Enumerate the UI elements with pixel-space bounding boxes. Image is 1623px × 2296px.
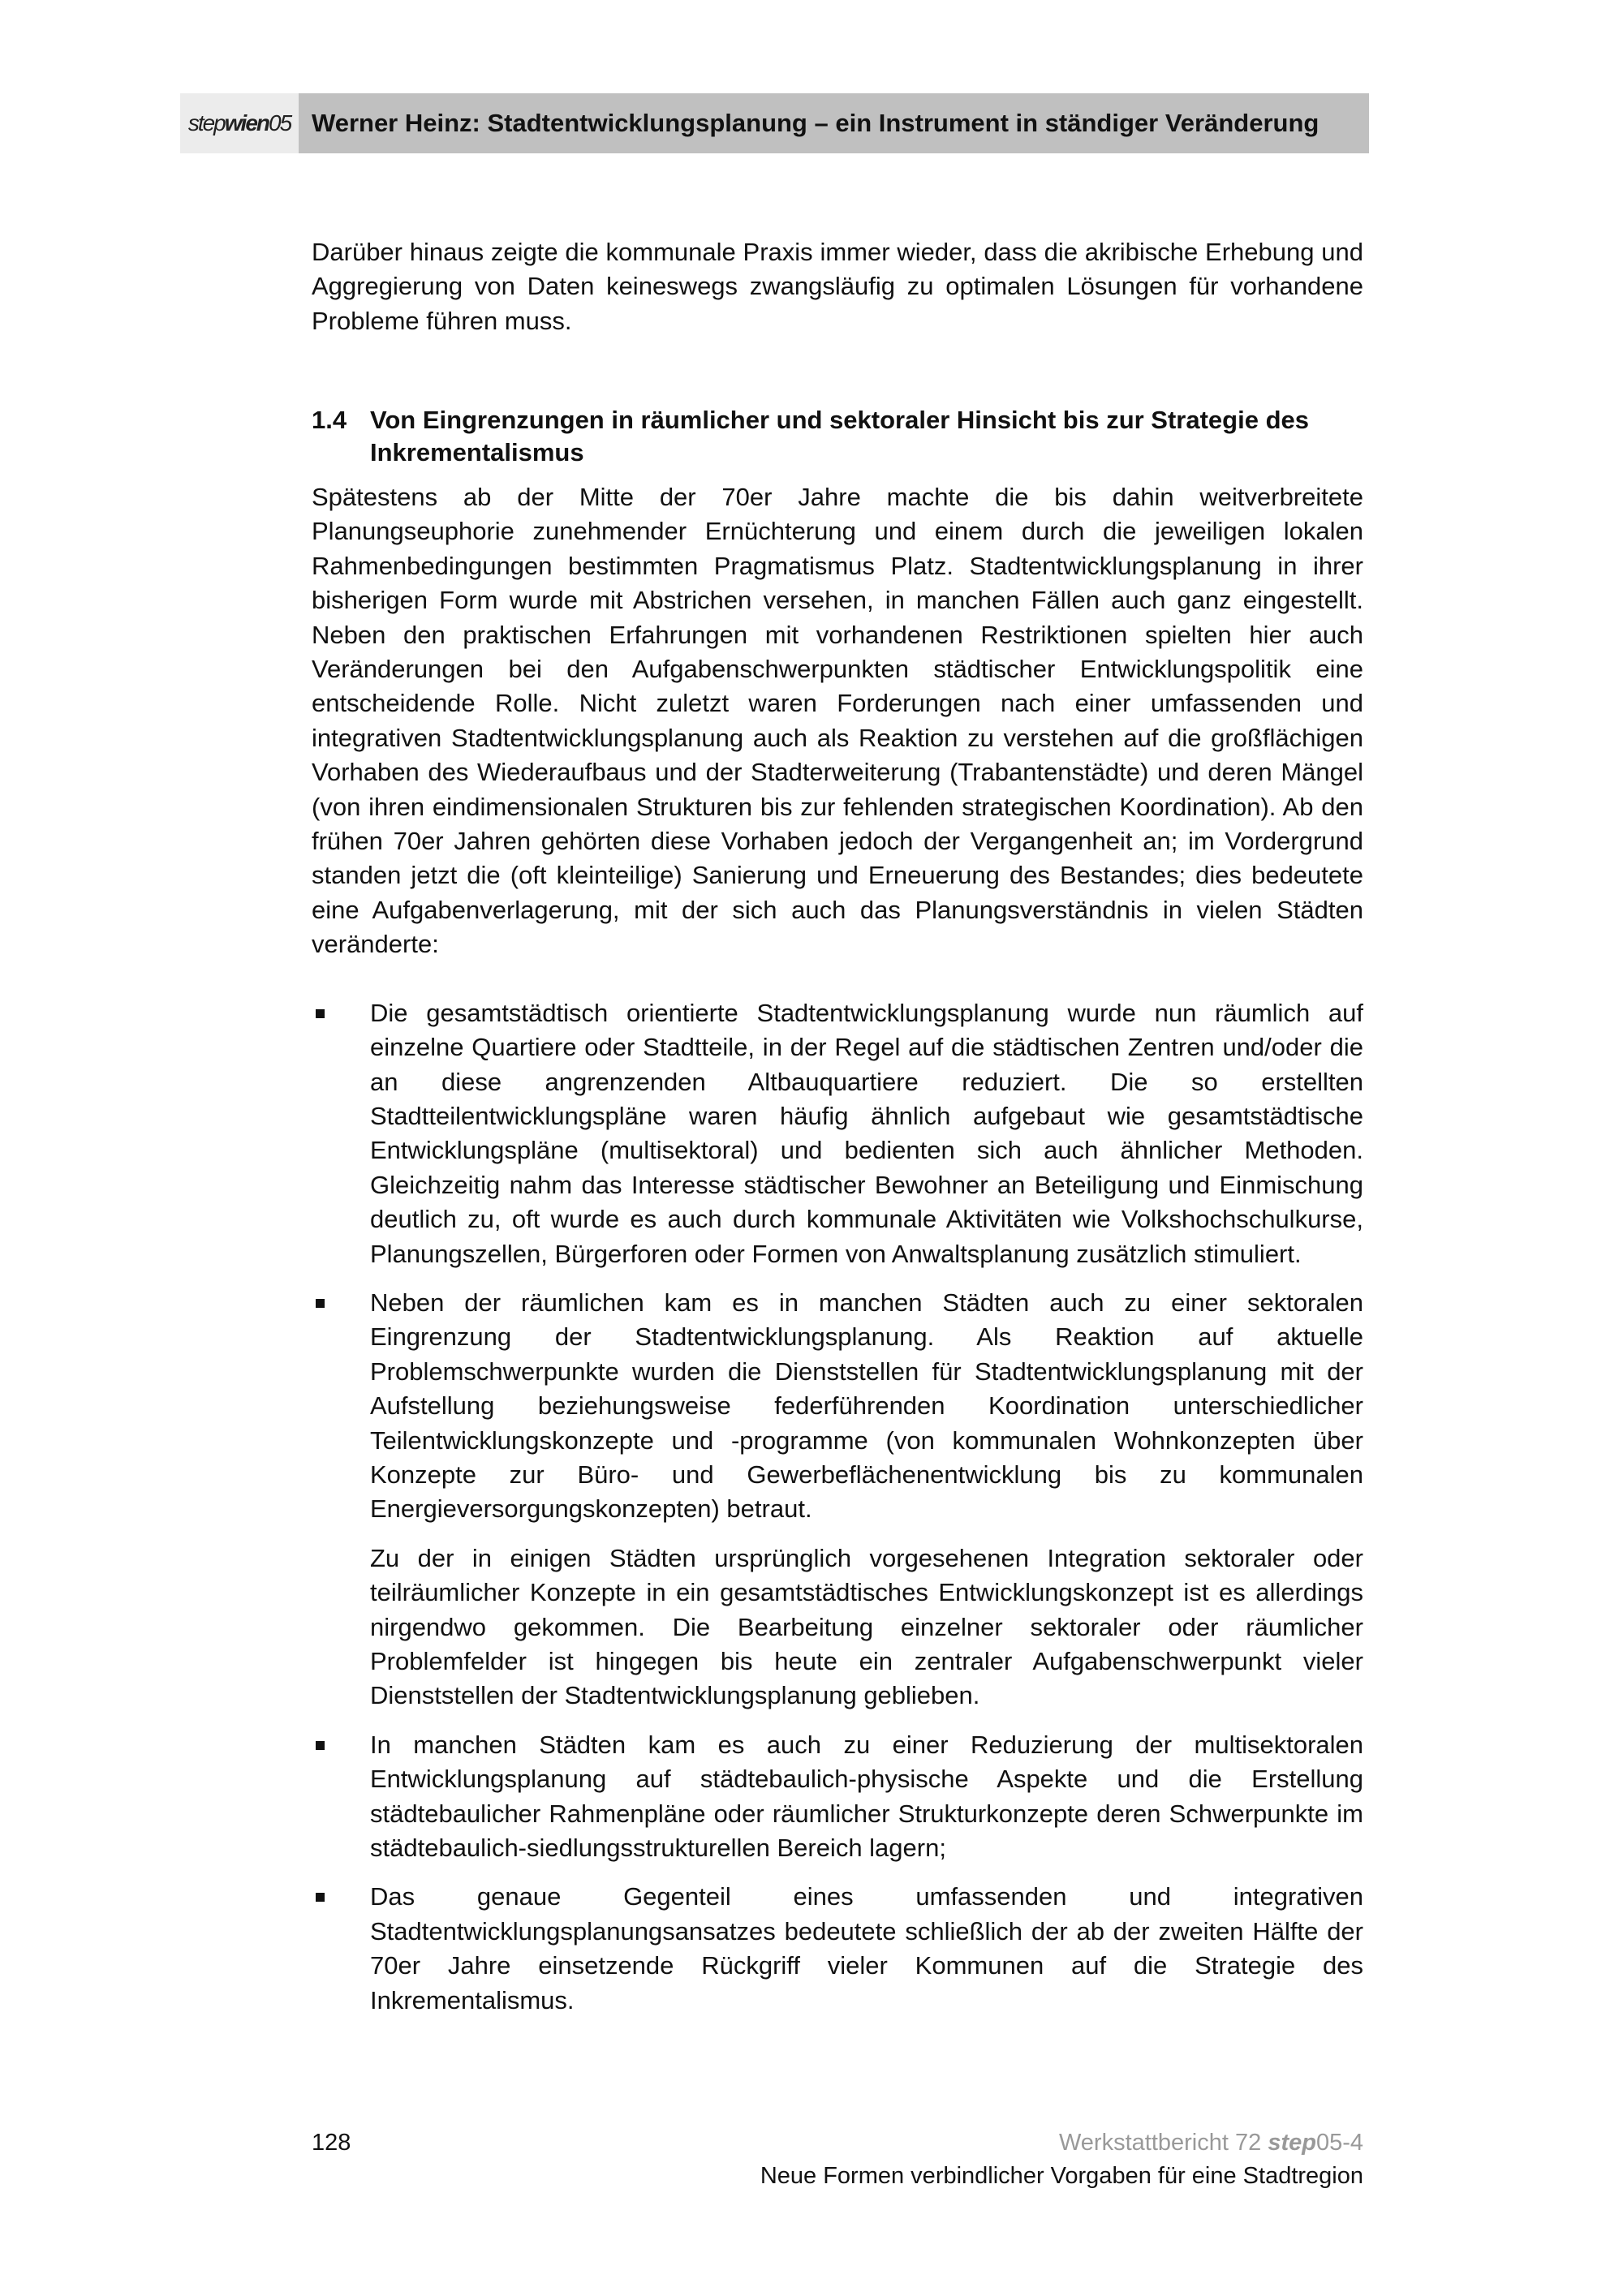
stepwien-logo: step wien 05 bbox=[180, 93, 299, 153]
bullet-square-icon bbox=[316, 1893, 325, 1902]
bullet-square-icon bbox=[316, 1741, 325, 1750]
series-bold: step bbox=[1268, 2130, 1316, 2156]
list-item-subparagraph: Zu der in einigen Städten ursprünglich vorgesehenen Integration sektoraler oder teilräumlicher Konzepte in ein gesamtstädtisches Entwicklungskonzept ist es allerdings nirgendwo gekommen. Die Bearbeitung einzelner sektoraler oder räumlicher Problemfelder ist hingegen bis heute ein zentraler Aufgabenschwerpunkt vieler Dienststellen der Stadtentwicklungsplanung geblieben. bbox=[370, 1543, 1363, 1710]
footer-series bbox=[1059, 2130, 1363, 2156]
intro-text: Darüber hinaus zeigte die kommunale Praxis immer wieder, dass die akribische Erhebung und Aggregierung von Daten keineswegs zwangsläufig zu optimalen Lösungen für vorhandene Probleme führen muss. bbox=[312, 238, 1363, 335]
list-item-text: In manchen Städten kam es auch zu einer Reduzierung der multisektoralen Entwicklungsplanung auf städtebaulich-physische Aspekte und die Erstellung städtebaulicher Rahmenpläne oder räumlicher Strukturkonzepte deren Schwerpunkte im städtebaulich-siedlungsstrukturellen Bereich lagern; bbox=[370, 1730, 1363, 1863]
bullet-square-icon bbox=[316, 1009, 325, 1018]
bullet-list bbox=[312, 996, 1363, 2018]
series-text: Werkstattbericht 72 bbox=[1058, 2130, 1268, 2156]
body-paragraph: Spätestens ab der Mitte der 70er Jahre machte die bis dahin weitverbreitete Planungseuphorie zunehmender Ernüchterung und einem durch die jeweiligen lokalen Rahmenbedingungen bestimmten Pragmatismus Platz. Stadtentwicklungsplanung in ihrer bisherigen Form wurde mit Abstrichen versehen, in manchen Fällen auch ganz eingestellt. Neben den praktischen Erfahrungen mit vorhandenen Restriktionen spielten hier auch Veränderungen bei den Aufgabenschwerpunkten städtischer Entwicklungspolitik eine entscheidende Rolle. Nicht zuletzt waren Forderungen nach einer umfassenden und integrativen Stadtentwicklungsplanung auch als Reaktion zu verstehen auf die großflächigen Vorhaben des Wiederaufbaus und der Stadterweiterung (Trabantenstädte) und deren Mängel (von ihren eindimensionalen Strukturen bis zur fehlenden strategischen Koordination). Ab den frühen 70er Jahren gehörten diese Vorhaben jedoch der Vergangenheit an; im Vordergrund standen jetzt die (oft kleinteilige) Sanierung und Erneuerung des Bestandes; dies bedeutete eine Aufgabenverlagerung, mit der sich auch das Planungsverständnis in vielen Städten veränderte: bbox=[312, 483, 1363, 959]
list-item bbox=[312, 1880, 1363, 2018]
section-number: 1.4 bbox=[312, 406, 347, 434]
list-item bbox=[312, 996, 1363, 1271]
running-header bbox=[180, 93, 1369, 153]
list-item bbox=[312, 1728, 1363, 1866]
list-item-text: Das genaue Gegenteil eines umfassenden und integrativen Stadtentwicklungsplanungsansatzes bedeutete schließlich der ab der zweiten Hälfte der 70er Jahre einsetzende Rückgriff vieler Kommunen auf die Strategie des Inkrementalismus. bbox=[370, 1882, 1363, 2014]
series-number: 05-4 bbox=[1315, 2130, 1363, 2156]
section-heading bbox=[312, 404, 1363, 469]
list-item-text: Neben der räumlichen kam es in manchen Städten auch zu einer sektoralen Eingrenzung der Stadtentwicklungsplanung. Als Reaktion auf aktuelle Problemschwerpunkte wurden die Dienststellen für Stadtentwicklungsplanung mit der Aufstellung beziehungsweise federführenden Koordination unterschiedlicher Teilentwicklungskonzepte und -programme (von kommunalen Wohnkonzepten über Konzepte zur Büro- und Gewerbeflächenentwicklung bis zu kommunalen Energieversorgungskonzepten) betraut. bbox=[370, 1288, 1363, 1524]
bullet-square-icon bbox=[316, 1299, 325, 1308]
intro-paragraph bbox=[312, 235, 1363, 338]
list-item-text: Die gesamtstädtisch orientierte Stadtentwicklungsplanung wurde nun räumlich auf einzelne Quartiere oder Stadtteile, in der Regel auf die städtischen Zentren und/oder die an diese angrenzenden Altbauquartiere reduziert. Die so erstellten Stadtteilentwicklungspläne waren häufig ähnlich aufgebaut wie gesamtstädtische Entwicklungspläne (multisektoral) und bedienten sich auch ähnlicher Methoden. Gleichzeitig nahm das Interesse städtischer Bewohner an Beteiligung und Einmischung deutlich zu, oft wurde es auch durch kommunale Aktivitäten wie Volkshochschulkurse, Planungszellen, Bürgerforen oder Formen von Anwaltsplanung zusätzlich stimuliert. bbox=[370, 998, 1363, 1268]
section-title: Von Eingrenzungen in räumlicher und sektoraler Hinsicht bis zur Strategie des Inkrementalismus bbox=[370, 406, 1309, 467]
page-number: 128 bbox=[312, 2130, 351, 2156]
footer-subtitle: Neue Formen verbindlicher Vorgaben für eine Stadtregion bbox=[760, 2163, 1363, 2189]
header-title: Werner Heinz: Stadtentwicklungsplanung – ein Instrument in ständiger Veränderung bbox=[312, 109, 1319, 137]
section-1-4 bbox=[312, 404, 1363, 2032]
list-item bbox=[312, 1286, 1363, 1713]
